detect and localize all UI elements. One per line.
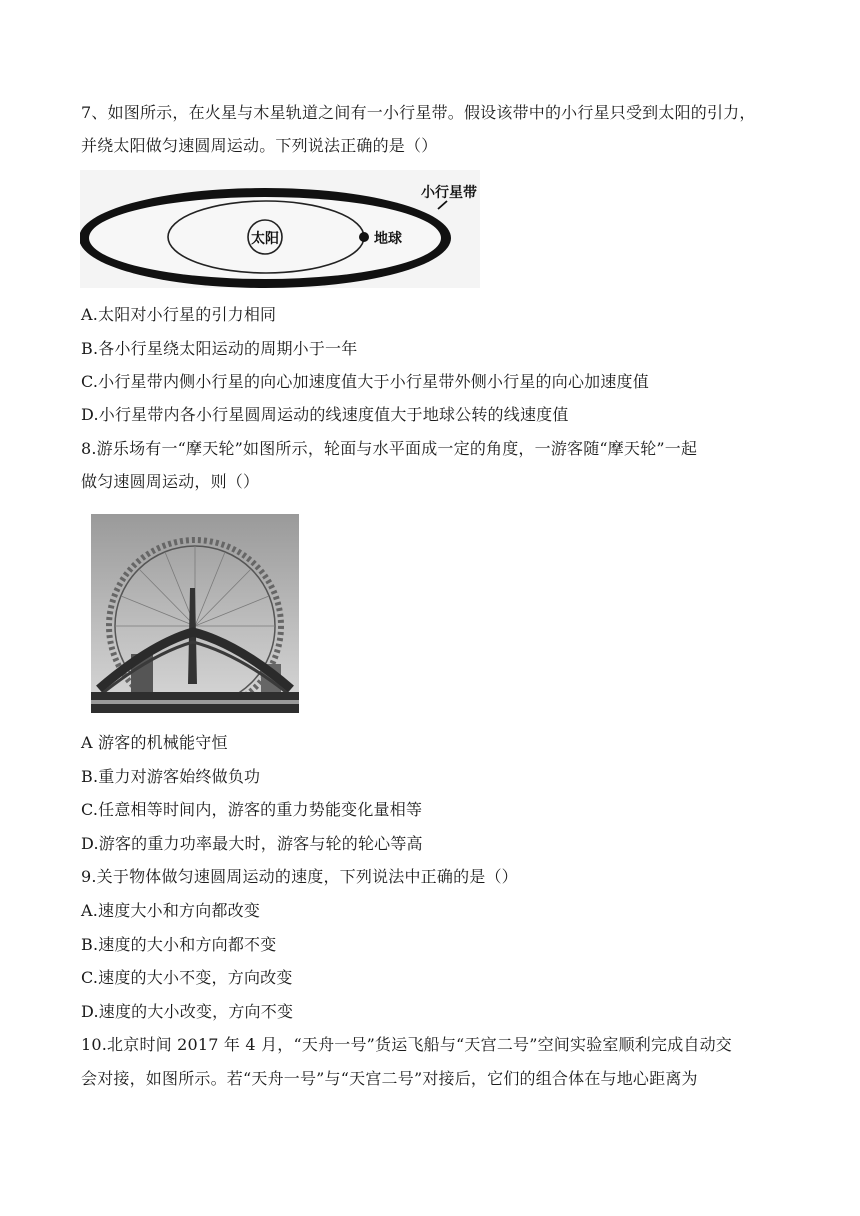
q10-stem-line2: 会对接，如图所示。若“天舟一号”与“天宫二号”对接后，它们的组合体在与地心距离为	[81, 1069, 698, 1088]
asteroid-belt-label: 小行星带	[421, 184, 477, 200]
q8-option-c: C.任意相等时间内，游客的重力势能变化量相等	[81, 800, 423, 819]
q7-option-a: A.太阳对小行星的引力相同	[81, 305, 277, 324]
q9-stem: 9.关于物体做匀速圆周运动的速度，下列说法中正确的是（）	[81, 867, 518, 886]
q7-option-c: C.小行星带内侧小行星的向心加速度值大于小行星带外侧小行星的向心加速度值	[81, 372, 649, 391]
q7-stem-line1: 7、如图所示，在火星与木星轨道之间有一小行星带。假设该带中的小行星只受到太阳的引力，	[81, 103, 756, 122]
bridge-rail	[91, 700, 299, 704]
q8-stem-line2: 做匀速圆周运动，则（）	[81, 472, 260, 491]
q9-option-b: B.速度的大小和方向都不变	[81, 935, 277, 954]
q10-stem-line1: 10.北京时间 2017 年 4 月，“天舟一号”货运飞船与“天宫二号”空间实验室顺利完成自动交	[81, 1035, 733, 1054]
q9-option-a: A.速度大小和方向都改变	[81, 901, 261, 920]
q7-stem-line2: 并绕太阳做匀速圆周运动。下列说法正确的是（）	[81, 136, 438, 155]
ferris-wheel-photo	[91, 514, 299, 713]
q7-option-d: D.小行星带内各小行星圆周运动的线速度值大于地球公转的线速度值	[81, 405, 569, 424]
q8-stem-line1: 8.游乐场有一“摩天轮”如图所示，轮面与水平面成一定的角度，一游客随“摩天轮”一起	[81, 439, 698, 458]
q7-option-b: B.各小行星绕太阳运动的周期小于一年	[81, 339, 358, 358]
sun-label: 太阳	[251, 230, 279, 246]
earth-label: 地球	[374, 230, 402, 246]
q8-option-b: B.重力对游客始终做负功	[81, 767, 261, 786]
asteroid-belt-figure	[80, 170, 480, 288]
q8-option-d: D.游客的重力功率最大时，游客与轮的轮心等高	[81, 834, 423, 853]
q8-option-a: A 游客的机械能守恒	[81, 733, 228, 752]
earth-dot	[359, 232, 369, 242]
q9-option-c: C.速度的大小不变，方向改变	[81, 968, 293, 987]
q9-option-d: D.速度的大小改变，方向不变	[81, 1002, 294, 1021]
